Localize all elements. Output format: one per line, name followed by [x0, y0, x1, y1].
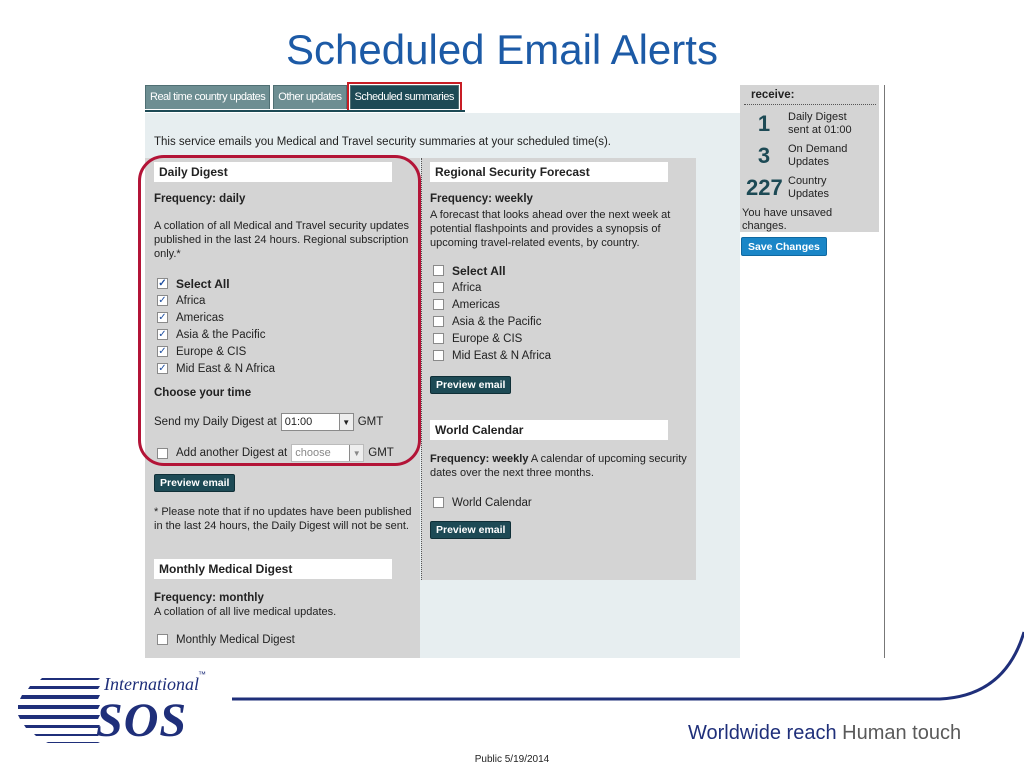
daily-preview-button[interactable]: Preview email — [154, 474, 235, 492]
daily-region-africa[interactable]: ✓ Africa — [158, 294, 206, 307]
tab-real-time-country-updates[interactable]: Real time country updates — [145, 85, 270, 109]
tagline-human-touch: Human touch — [842, 722, 962, 744]
checkbox-icon[interactable] — [433, 350, 444, 361]
receive-item-country — [746, 175, 868, 201]
daily-digest-heading: Daily Digest — [154, 162, 392, 182]
slide-title: Scheduled Email Alerts — [286, 26, 718, 73]
receive-title: receive: — [744, 89, 876, 105]
daily-region-asia-pacific[interactable]: ✓ Asia & the Pacific — [158, 328, 266, 341]
tab-scheduled-summaries[interactable]: Scheduled summaries — [350, 85, 459, 109]
checkbox-checked-icon[interactable]: ✓ — [158, 329, 167, 340]
send-time-label: Send my Daily Digest at — [154, 416, 277, 428]
regional-heading: Regional Security Forecast — [430, 162, 668, 182]
receive-count: 227 — [746, 175, 783, 200]
add-digest-label: Add another Digest at — [176, 447, 288, 459]
daily-note: * Please note that if no updates have been published in the last 24 hours, the Daily Digest will not be sent. — [154, 506, 412, 532]
checkbox-icon[interactable] — [433, 497, 444, 508]
checkbox-checked-icon[interactable]: ✓ — [158, 312, 167, 323]
regional-description: A forecast that looks ahead over the next week at potential flashpoints and provides a synopsis of upcoming travel-related events, by country. — [430, 209, 671, 249]
checkbox-icon[interactable] — [433, 316, 444, 327]
regional-region-asia-pacific[interactable]: Asia & the Pacific — [433, 313, 551, 330]
gmt-label: GMT — [357, 416, 384, 428]
receive-label: Daily Digest sent at 01:00 — [788, 111, 852, 136]
regional-region-mideast-nafrica[interactable]: Mid East & N Africa — [433, 347, 551, 364]
tab-other-updates[interactable]: Other updates — [273, 85, 346, 109]
unsaved-changes-note: You have unsaved changes. — [742, 207, 833, 232]
checkbox-checked-icon[interactable]: ✓ — [158, 346, 167, 357]
checkbox-icon[interactable] — [433, 282, 444, 293]
receive-count: 3 — [757, 143, 771, 168]
chevron-down-icon[interactable]: ▼ — [349, 445, 363, 461]
checkbox-checked-icon[interactable]: ✓ — [158, 278, 167, 289]
daily-description: A collation of all Medical and Travel security updates published in the last 24 hours. Regional subscription only.* — [154, 220, 409, 260]
regional-region-europe-cis[interactable]: Europe & CIS — [433, 330, 551, 347]
monthly-description: A collation of all live medical updates. — [154, 606, 337, 618]
regional-preview-button[interactable]: Preview email — [430, 376, 511, 394]
daily-region-list — [157, 275, 275, 377]
logo-sos-text: SOS — [96, 694, 188, 747]
tab-underline — [145, 110, 465, 112]
choose-time-label: Choose your time — [154, 387, 252, 399]
world-calendar-description: Frequency: weekly A calendar of upcoming security dates over the next three months. — [430, 453, 687, 479]
checkbox-icon[interactable] — [433, 299, 444, 310]
monthly-frequency: Frequency: monthly — [154, 592, 264, 604]
tab-bar — [145, 85, 459, 111]
tagline — [688, 722, 961, 745]
add-digest-checkbox[interactable] — [157, 448, 168, 459]
gmt-label-2: GMT — [368, 447, 394, 459]
save-changes-button[interactable]: Save Changes — [741, 237, 827, 256]
add-digest-row — [157, 444, 394, 462]
regional-region-list — [433, 262, 551, 364]
tagline-worldwide: Worldwide reach — [688, 722, 837, 744]
daily-region-europe-cis[interactable]: ✓ Europe & CIS — [158, 345, 247, 358]
regional-select-all[interactable]: Select All — [433, 262, 551, 279]
logo-international-text: International — [104, 674, 199, 694]
monthly-digest-option[interactable]: Monthly Medical Digest — [157, 631, 295, 648]
receive-count: 1 — [757, 111, 771, 136]
regional-frequency: Frequency: weekly — [430, 193, 533, 205]
regional-region-americas[interactable]: Americas — [433, 296, 551, 313]
world-calendar-option[interactable]: World Calendar — [433, 494, 532, 511]
receive-label: Country Updates — [788, 175, 829, 200]
daily-frequency: Frequency: daily — [154, 193, 246, 205]
checkbox-checked-icon[interactable]: ✓ — [158, 363, 167, 374]
sidebar-divider — [884, 85, 885, 658]
regional-region-africa[interactable]: Africa — [433, 279, 551, 296]
daily-region-mideast-nafrica[interactable]: ✓ Mid East & N Africa — [158, 362, 276, 375]
checkbox-checked-icon[interactable]: ✓ — [158, 295, 167, 306]
daily-select-all[interactable]: ✓ Select All — [158, 276, 230, 291]
world-calendar-heading: World Calendar — [430, 420, 668, 440]
send-time-select[interactable]: 01:00 ▼ — [281, 413, 354, 431]
footer-note: Public 5/19/2014 — [474, 754, 550, 765]
receive-item-daily — [746, 111, 868, 137]
chevron-down-icon[interactable]: ▼ — [339, 414, 353, 430]
logo-trademark: ™ — [198, 670, 206, 679]
world-calendar-preview-button[interactable]: Preview email — [430, 521, 511, 539]
send-time-row — [154, 413, 383, 431]
monthly-digest-heading: Monthly Medical Digest — [154, 559, 392, 579]
checkbox-icon[interactable] — [433, 333, 444, 344]
intro-text: This service emails you Medical and Travel security summaries at your scheduled time(s). — [154, 136, 611, 148]
add-digest-time-select[interactable]: choose ▼ — [291, 444, 364, 462]
receive-label: On Demand Updates — [788, 143, 848, 168]
world-calendar-checkbox-list — [433, 494, 532, 511]
daily-region-americas[interactable]: ✓ Americas — [158, 311, 224, 324]
receive-item-on-demand — [746, 143, 868, 169]
checkbox-icon[interactable] — [433, 265, 444, 276]
